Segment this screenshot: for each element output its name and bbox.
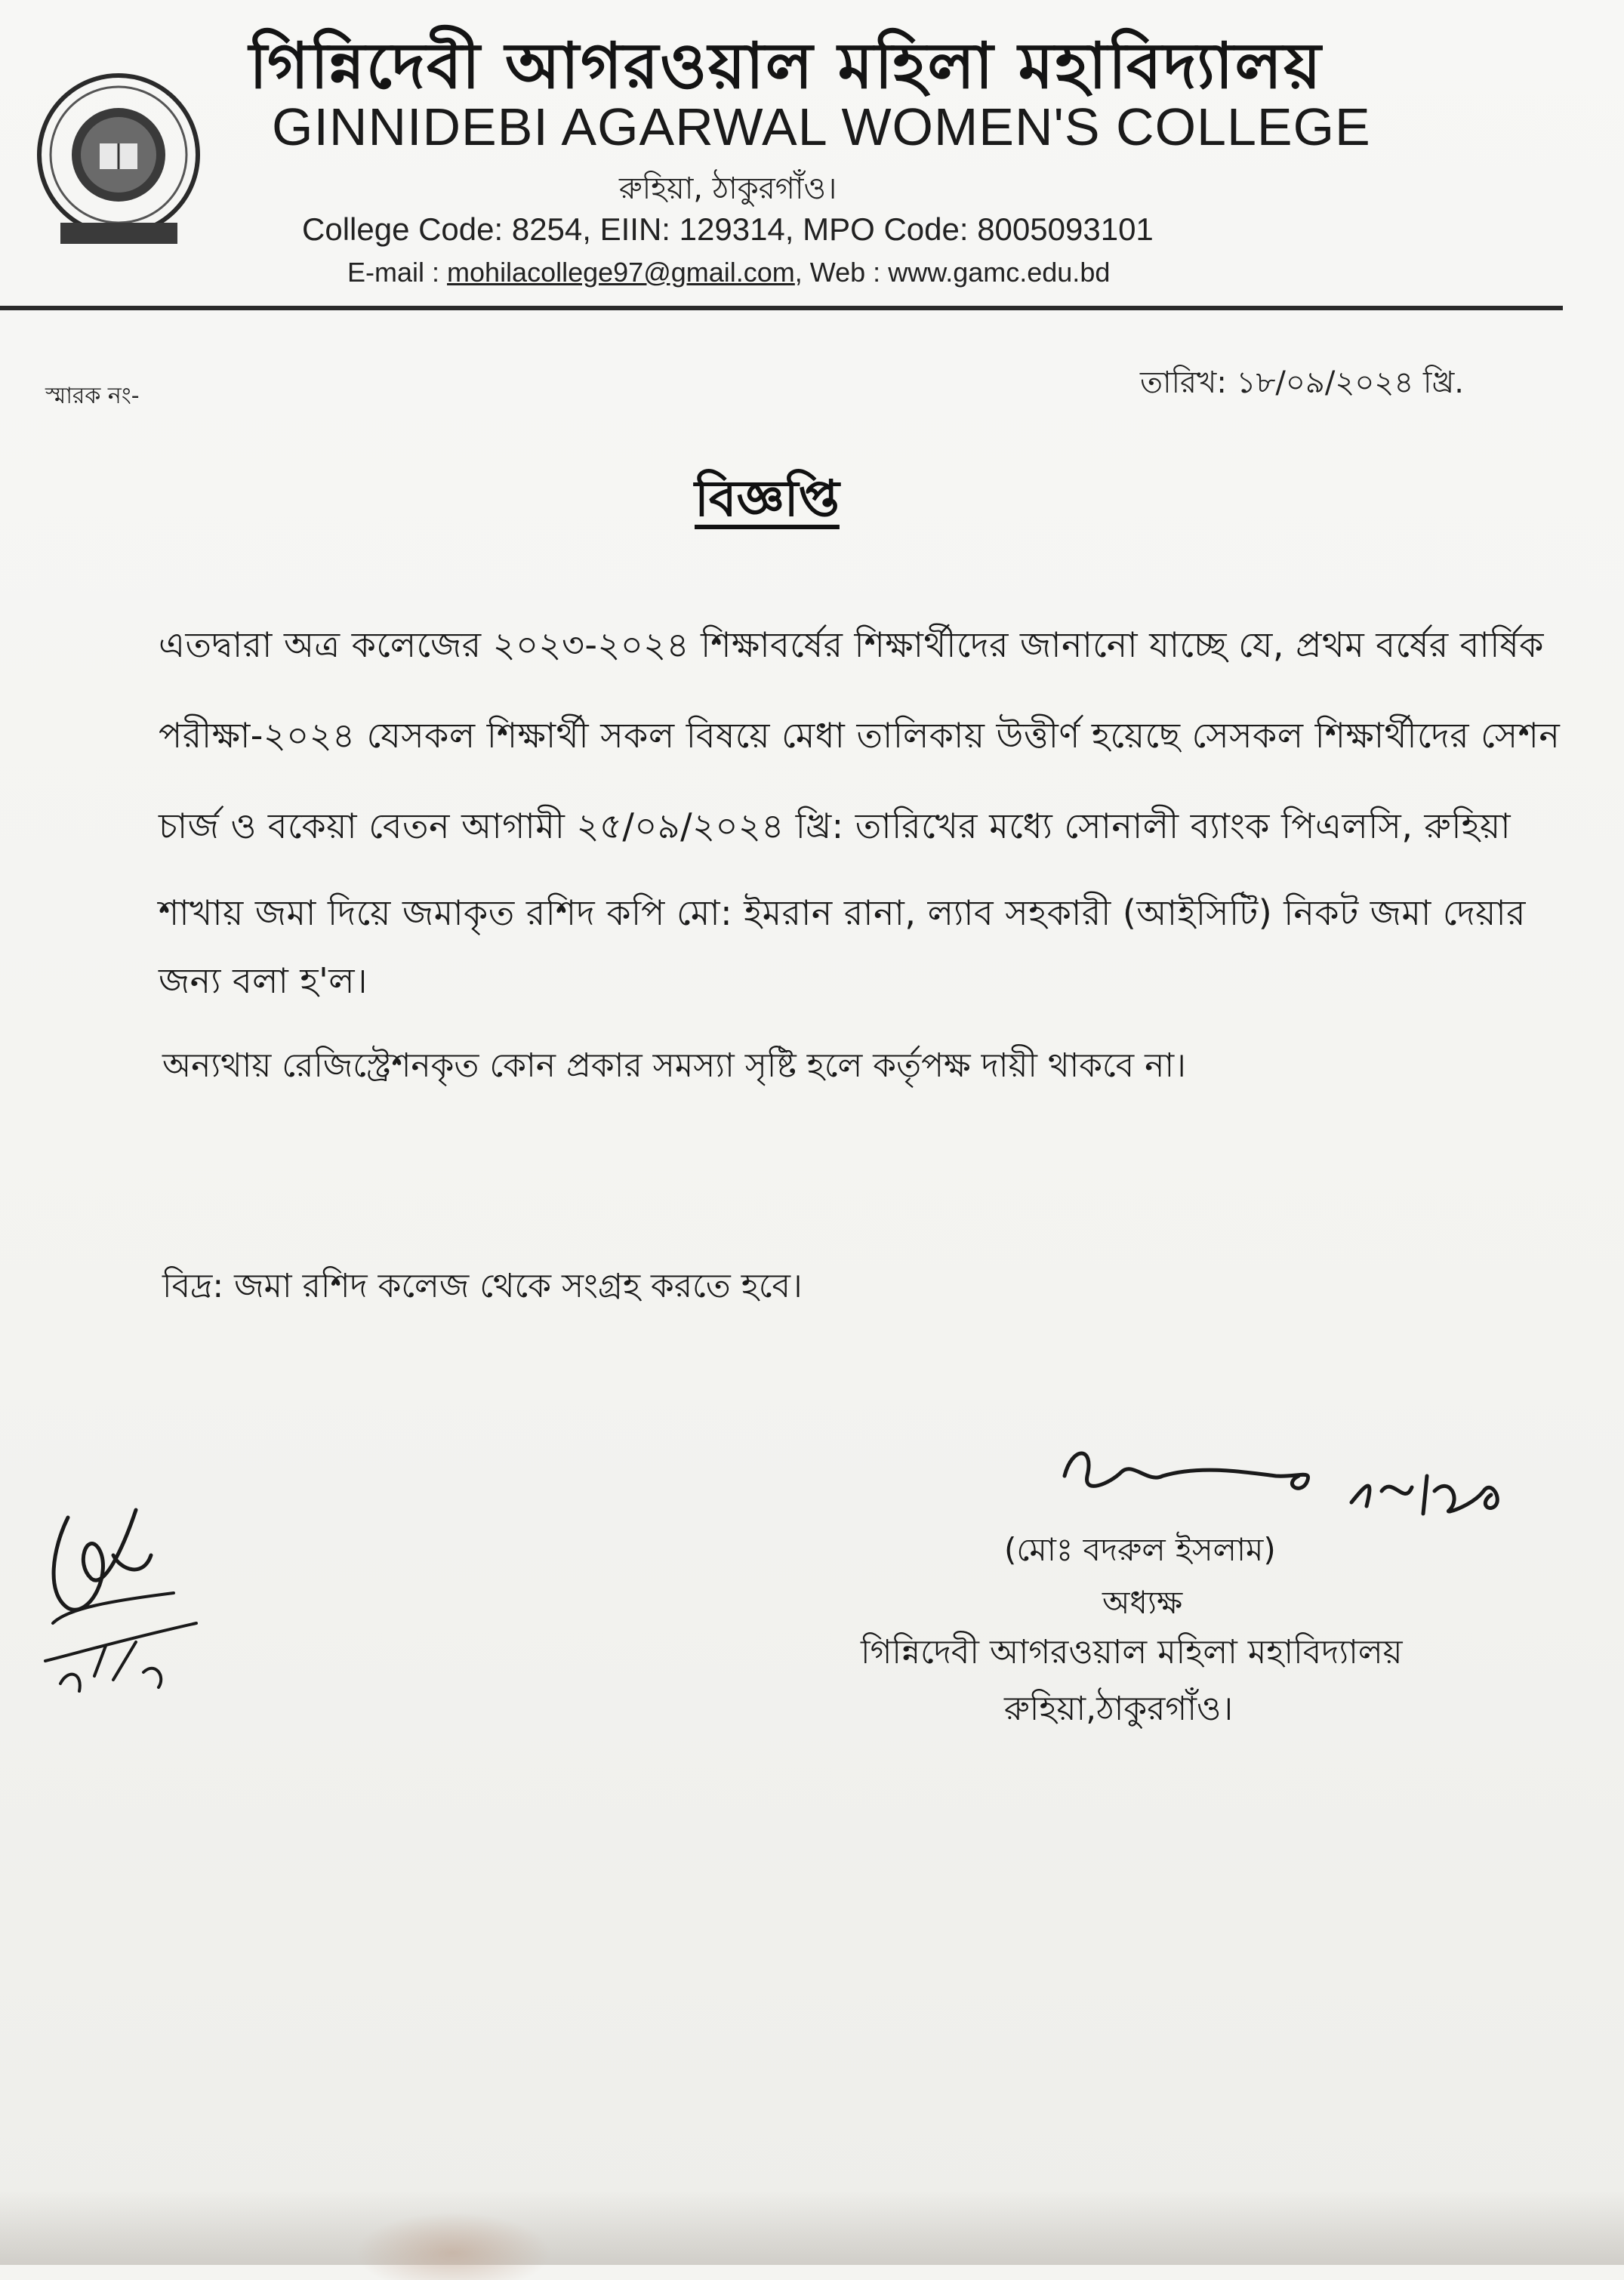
web-link[interactable]: www.gamc.edu.bd (888, 257, 1111, 288)
finger-shadow (355, 2212, 551, 2280)
notice-body-line: এতদ্বারা অত্র কলেজের ২০২৩-২০২৪ শিক্ষাবর্ষের শিক্ষার্থীদের জানানো যাচ্ছে যে, প্রথম বর্ষের বার্ষিক (159, 624, 1544, 665)
college-location: রুহিয়া, ঠাকুরগাঁও। (619, 171, 837, 206)
college-name-english: GINNIDEBI AGARWAL WOMEN'S COLLEGE (272, 97, 1371, 156)
notice-body-line: চার্জ ও বকেয়া বেতন আগামী ২৫/০৯/২০২৪ খ্রি: তারিখের মধ্যে সোনালী ব্যাংক পিএলসি, রুহিয়া (159, 806, 1512, 846)
email-link[interactable]: mohilacollege97@gmail.com (447, 257, 795, 288)
email-label: E-mail : (347, 257, 440, 288)
signature-college-name: গিন্নিদেবী আগরওয়াল মহিলা মহাবিদ্যালয় (861, 1633, 1403, 1671)
web-label: , Web : (794, 257, 881, 288)
photo-shadow (0, 2189, 1624, 2265)
header-divider (0, 306, 1563, 310)
notice-body-line: পরীক্ষা-২০২৪ যেসকল শিক্ষার্থী সকল বিষয়ে মেধা তালিকায় উত্তীর্ণ হয়েছে সেসকল শিক্ষার্থীদের সেশন (159, 715, 1561, 756)
college-name-bengali: গিন্নিদেবী আগরওয়াল মহিলা মহাবিদ্যালয় (249, 28, 1323, 103)
college-codes: College Code: 8254, EIIN: 129314, MPO Code: 8005093101 (302, 211, 1154, 247)
college-seal-logo (30, 72, 208, 249)
notice-date: তারিখ: ১৮/০৯/২০২৪ খ্রি. (1140, 365, 1464, 400)
notice-heading: বিজ্ঞপ্তি (695, 470, 840, 528)
college-contact (347, 257, 1404, 288)
initials-signature (23, 1487, 211, 1721)
signature-place: রুহিয়া,ঠাকুরগাঁও। (1004, 1690, 1234, 1728)
notice-warning: অন্যথায় রেজিস্ট্রেশনকৃত কোন প্রকার সমস্যা সৃষ্টি হলে কর্তৃপক্ষ দায়ী থাকবে না। (162, 1046, 1186, 1085)
principal-signature (1049, 1431, 1533, 1536)
memo-number: স্মারক নং- (45, 383, 140, 409)
principal-name: (মোঃ বদরুল ইসলাম) (1004, 1531, 1276, 1568)
notice-footnote: বিদ্র: জমা রশিদ কলেজ থেকে সংগ্রহ করতে হবে। (162, 1267, 803, 1305)
notice-body-line: জন্য বলা হ'ল। (159, 960, 368, 1001)
notice-body-line: শাখায় জমা দিয়ে জমাকৃত রশিদ কপি মো: ইমরান রানা, ল্যাব সহকারী (আইসিটি) নিকট জমা দেয়ার (159, 892, 1526, 933)
principal-title: অধ্যক্ষ (1102, 1584, 1183, 1621)
